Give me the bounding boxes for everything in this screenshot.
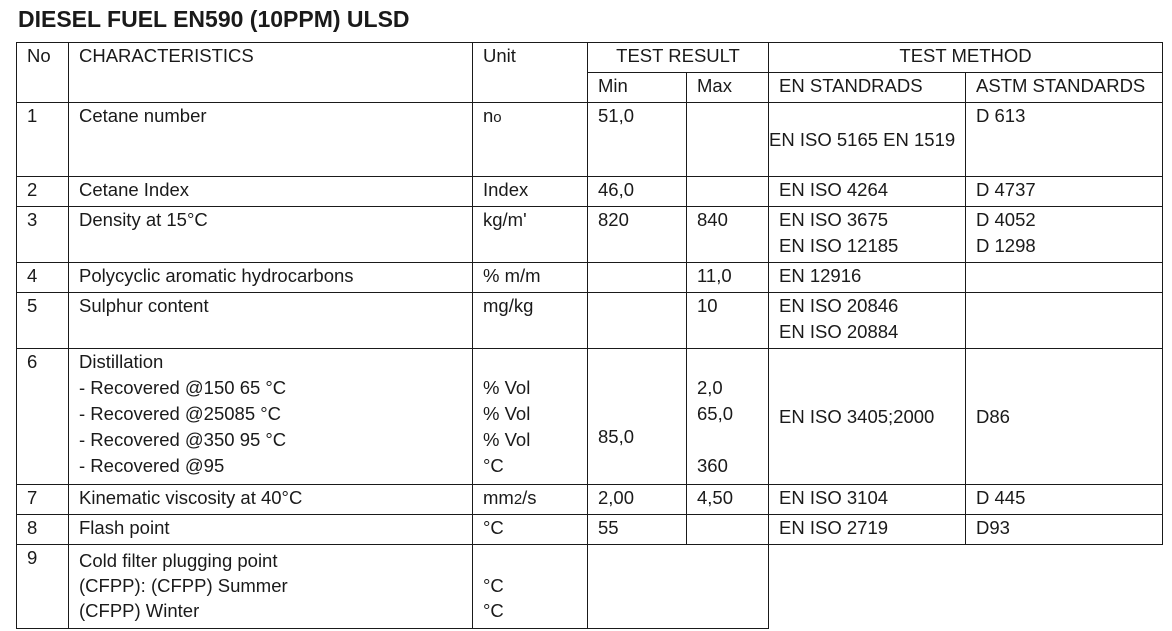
header-en-standards: EN STANDRADS [769, 73, 966, 103]
row-en-standard: EN ISO 4264 [769, 177, 966, 207]
distillation-sub-item: - Recovered @150 65 °C [79, 377, 287, 398]
distillation-sub-item: - Recovered @95 [79, 455, 225, 476]
unit-subscript: 2 [513, 491, 523, 508]
row-min: 51,0 [588, 103, 687, 177]
row-max [687, 349, 769, 485]
row-unit: kg/m' [473, 207, 588, 263]
row-en-standard: EN ISO 3405;2000 [769, 349, 966, 485]
max-value: 65,0 [697, 403, 734, 424]
row-characteristic: Cetane Index [69, 177, 473, 207]
unit-line: % Vol [483, 377, 531, 398]
header-test-method: TEST METHOD [769, 43, 1163, 73]
table-row [17, 349, 1163, 485]
row-max [687, 177, 769, 207]
table-row [17, 207, 1163, 263]
row-max [687, 103, 769, 177]
header-row-1 [17, 43, 1163, 73]
row-astm-standard: D 445 [966, 485, 1163, 515]
row-astm-standard [966, 293, 1163, 349]
row-unit: % m/m [473, 263, 588, 293]
unit-text: n [483, 105, 494, 126]
table-row [17, 103, 1163, 177]
astm-standard-line: D 4052 [976, 209, 1036, 230]
row-characteristic [69, 349, 473, 485]
row-min: 2,00 [588, 485, 687, 515]
document-title: DIESEL FUEL EN590 (10PPM) ULSD [18, 6, 410, 32]
unit-line: % Vol [483, 429, 531, 450]
distillation-sub-item: - Recovered @350 95 °C [79, 429, 287, 450]
row-no: 1 [17, 103, 69, 177]
table-row [17, 293, 1163, 349]
en-standard-line: EN ISO 12185 [779, 235, 899, 256]
row-en-standard [769, 207, 966, 263]
row-min: 820 [588, 207, 687, 263]
row-max: 840 [687, 207, 769, 263]
fuel-spec-table [16, 42, 1163, 629]
unit-subscript: o [493, 109, 502, 126]
empty-cell [769, 545, 966, 629]
table-row [17, 545, 1163, 629]
unit-text: mm [483, 487, 514, 508]
row-characteristic [69, 545, 473, 629]
unit-line: % Vol [483, 403, 531, 424]
table-row [17, 263, 1163, 293]
characteristic-line: (CFPP): (CFPP) Summer [79, 575, 288, 596]
unit-tail: /s [522, 487, 537, 508]
table-row [17, 485, 1163, 515]
min-value: 85,0 [598, 426, 635, 447]
header-test-result: TEST RESULT [588, 43, 769, 73]
row-en-standard: EN ISO 2719 [769, 515, 966, 545]
row-max: 4,50 [687, 485, 769, 515]
row-no: 8 [17, 515, 69, 545]
row-no: 3 [17, 207, 69, 263]
row-astm-standard [966, 263, 1163, 293]
max-value: 2,0 [697, 377, 723, 398]
header-min: Min [588, 73, 687, 103]
row-en-standard: EN 12916 [769, 263, 966, 293]
row-en-standard: EN ISO 3104 [769, 485, 966, 515]
table-row [17, 515, 1163, 545]
characteristic-name: Distillation [79, 351, 164, 372]
distillation-sub-item: - Recovered @25085 °C [79, 403, 282, 424]
table-row [17, 177, 1163, 207]
row-min [588, 349, 687, 485]
row-no: 2 [17, 177, 69, 207]
row-unit: Index [473, 177, 588, 207]
row-unit: °C [473, 515, 588, 545]
unit-line: °C [483, 455, 504, 476]
row-no: 4 [17, 263, 69, 293]
unit-line: °C [483, 575, 504, 596]
en-standard-line: EN ISO 20846 [779, 295, 899, 316]
header-unit: Unit [473, 43, 588, 103]
row-max: 11,0 [687, 263, 769, 293]
empty-cell [966, 545, 1163, 629]
header-characteristics: CHARACTERISTICS [69, 43, 473, 103]
row-astm-standard [966, 207, 1163, 263]
row-characteristic: Sulphur content [69, 293, 473, 349]
row-test-result-empty [588, 545, 769, 629]
row-min [588, 263, 687, 293]
row-characteristic: Cetane number [69, 103, 473, 177]
row-no: 6 [17, 349, 69, 485]
unit-line: °C [483, 600, 504, 621]
row-unit [473, 545, 588, 629]
row-unit [473, 349, 588, 485]
row-no: 5 [17, 293, 69, 349]
header-max: Max [687, 73, 769, 103]
header-no: No [17, 43, 69, 103]
row-en-standard [769, 293, 966, 349]
en-standard-line: EN ISO 20884 [779, 321, 899, 342]
row-astm-standard: D86 [966, 349, 1163, 485]
row-min [588, 293, 687, 349]
row-max: 10 [687, 293, 769, 349]
en-standard-line: EN ISO 3675 [779, 209, 889, 230]
row-min: 46,0 [588, 177, 687, 207]
row-no: 7 [17, 485, 69, 515]
characteristic-line: (CFPP) Winter [79, 600, 200, 621]
row-en-standard: EN ISO 5165 EN 1519 [769, 103, 966, 177]
max-value: 360 [697, 455, 728, 476]
row-min: 55 [588, 515, 687, 545]
row-characteristic: Flash point [69, 515, 473, 545]
row-unit [473, 485, 588, 515]
header-astm-standards: ASTM STANDARDS [966, 73, 1163, 103]
row-max [687, 515, 769, 545]
row-astm-standard: D 613 [966, 103, 1163, 177]
row-astm-standard: D93 [966, 515, 1163, 545]
astm-standard-line: D 1298 [976, 235, 1036, 256]
row-characteristic: Density at 15°C [69, 207, 473, 263]
row-unit: mg/kg [473, 293, 588, 349]
row-characteristic: Polycyclic aromatic hydrocarbons [69, 263, 473, 293]
row-unit [473, 103, 588, 177]
row-no: 9 [17, 545, 69, 629]
characteristic-line: Cold filter plugging point [79, 550, 278, 571]
row-astm-standard: D 4737 [966, 177, 1163, 207]
row-characteristic: Kinematic viscosity at 40°C [69, 485, 473, 515]
